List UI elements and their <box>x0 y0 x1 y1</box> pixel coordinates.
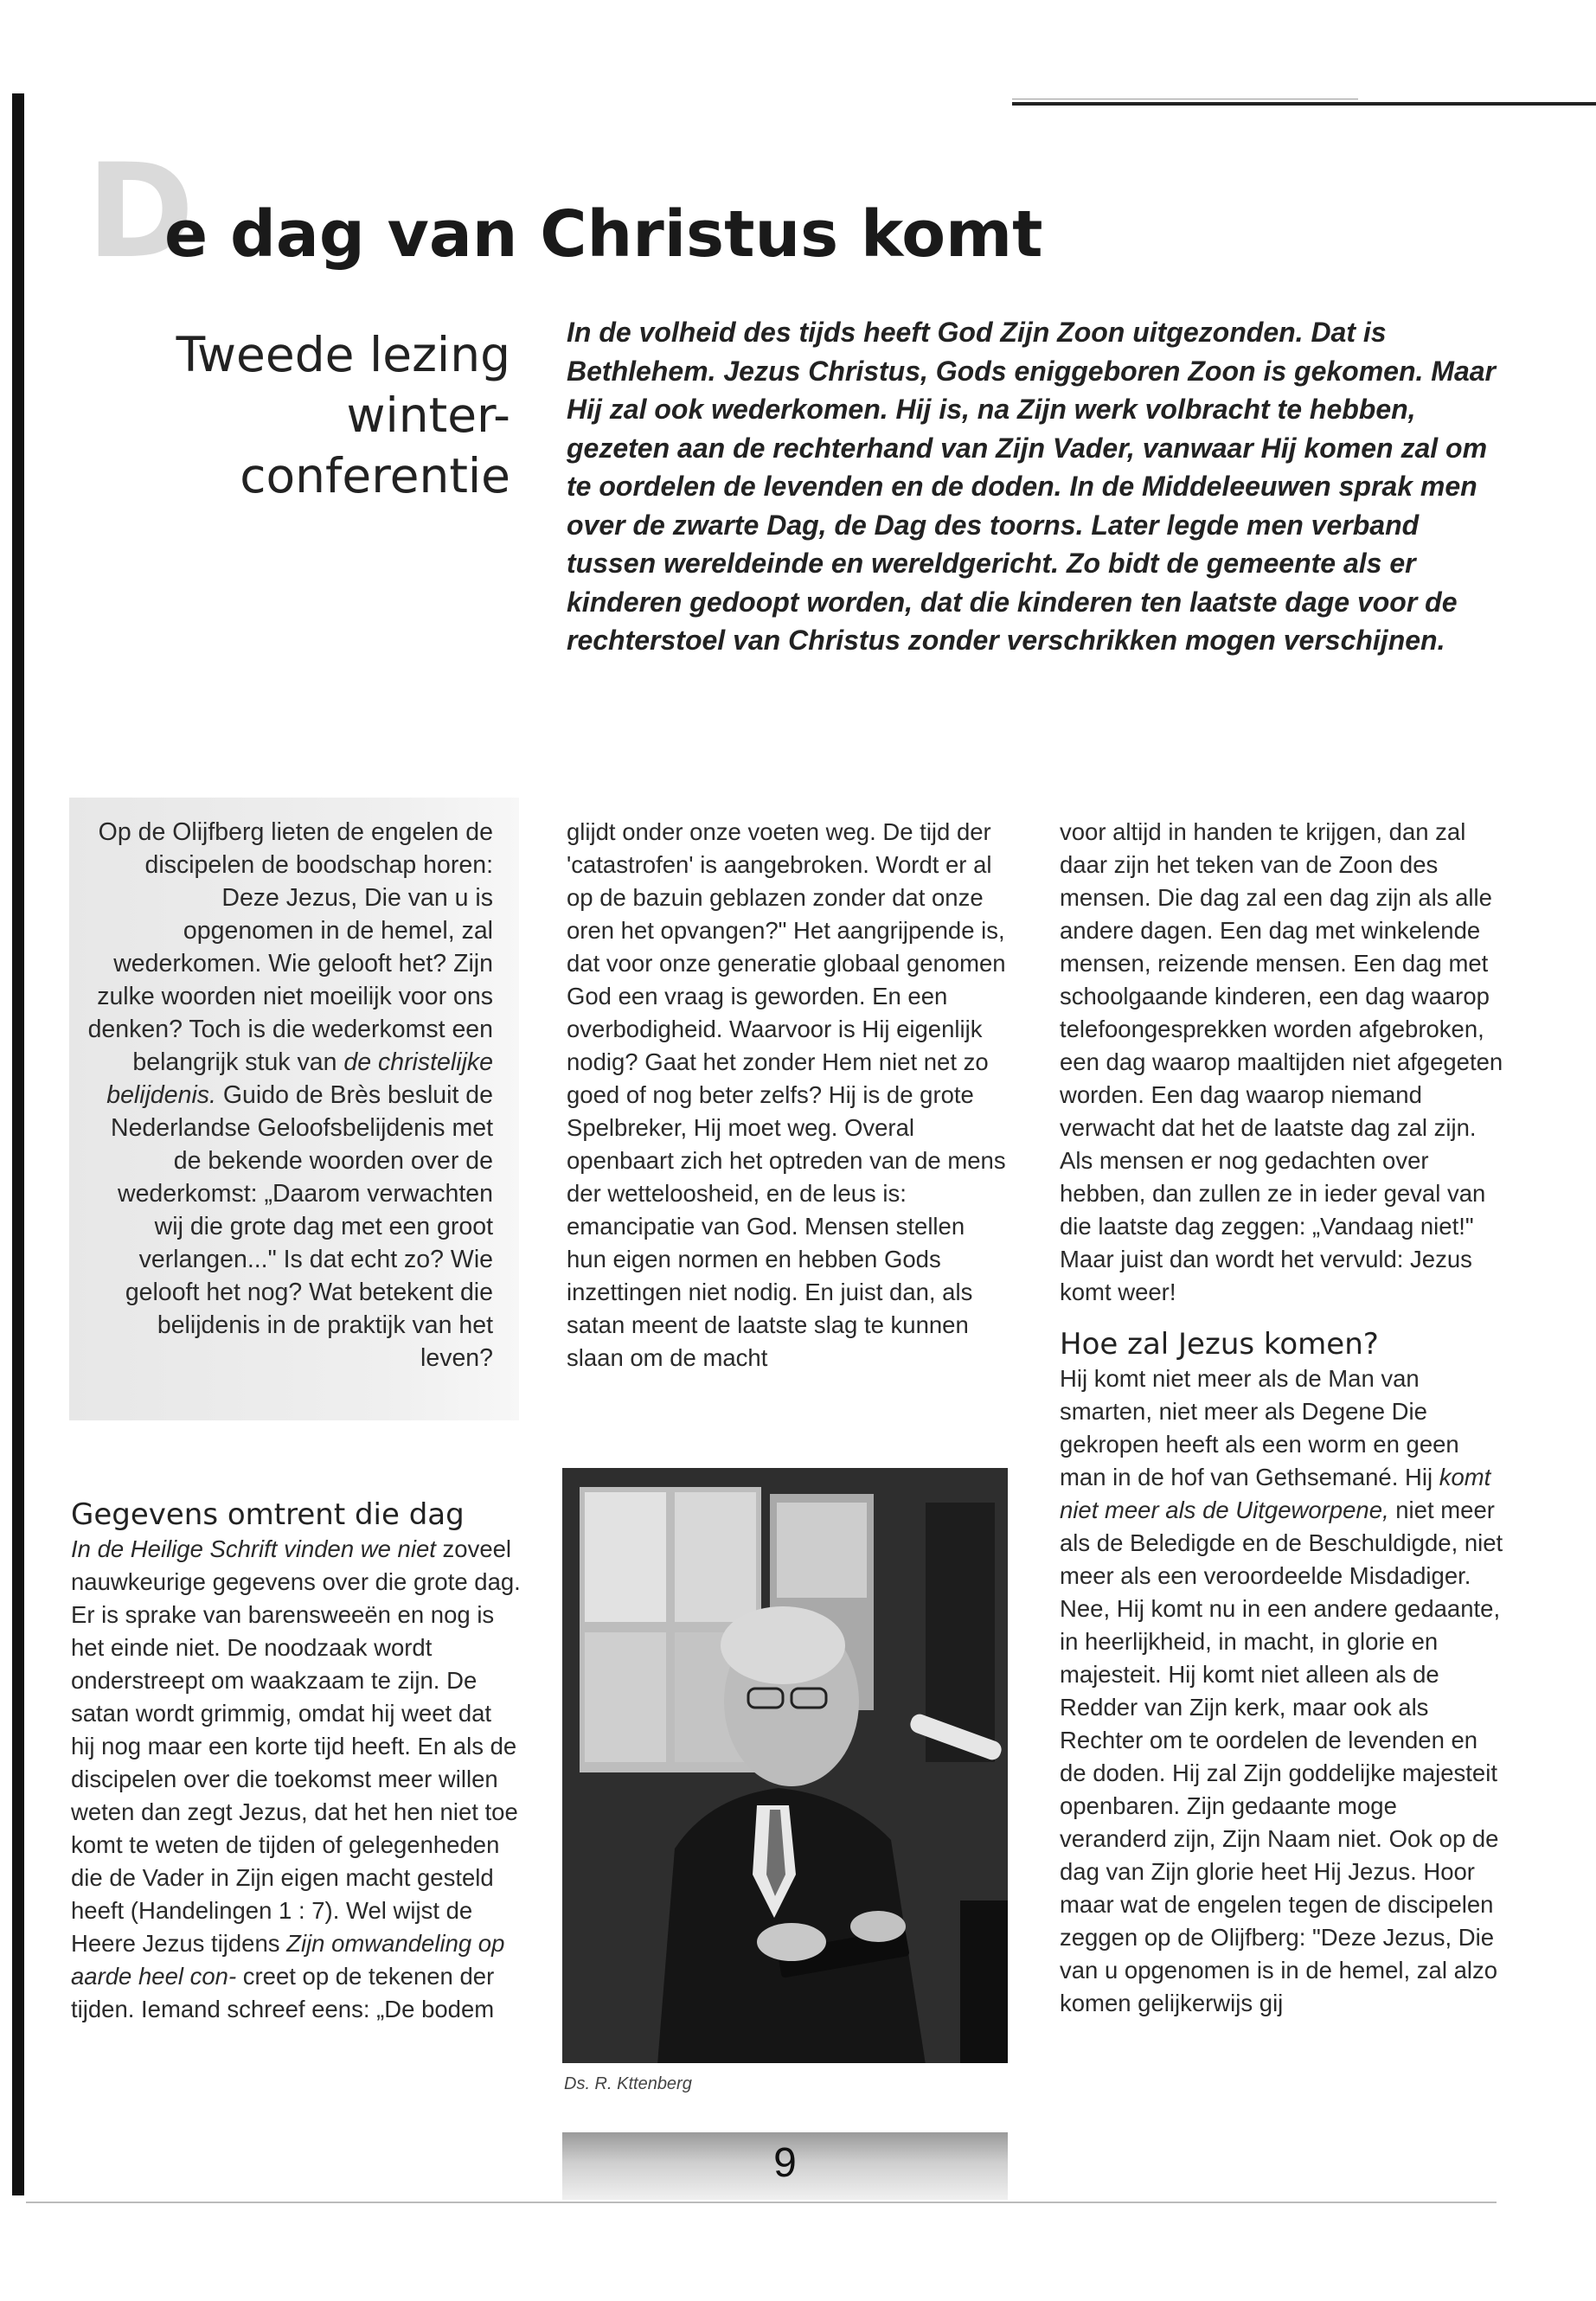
scan-edge-left <box>12 93 24 2195</box>
quote-box-text <box>87 816 493 1375</box>
page-number-bar <box>562 2132 1008 2200</box>
article-subtitle <box>112 324 510 506</box>
section-heading-hoe-zal-jezus-komen: Hoe zal Jezus komen? <box>1060 1327 1379 1362</box>
speaker-photo <box>562 1468 1008 2063</box>
column-3-paragraph-a: voor altijd in handen te krijgen, dan zal daar zijn het teken van de Zoon des mensen. Die dag zal een dag zijn als alle andere dagen. Een dag met winkelende mensen, reizende mensen. Een dag met schoolgaande kinderen, een dag waarop telefoongesprekken worden afgebroken, een dag waarop maaltijden niet afgegeten worden. Een dag waarop niemand verwacht dat het de laatste dag zal zijn. Als mensen er nog gedachten over hebben, dan zullen ze in ieder geval van die laatste dag zeggen: „Vandaag niet!" Maar juist dan wordt het vervuld: Jezus komt weer! <box>1060 818 1503 1305</box>
column-2-body <box>567 816 1008 1375</box>
body-text-2: creet op de tekenen der tijden. Iemand schreef eens: „De bodem <box>71 1963 495 2022</box>
bottom-rule <box>26 2202 1497 2203</box>
section-heading-gegevens: Gegevens omtrent die dag <box>71 1497 465 1532</box>
intro-paragraph: In de volheid des tijds heeft God Zijn Zoon uitgezonden. Dat is Bethlehem. Jezus Christus, Gods eniggeboren Zoon is gekomen. Maar Hij zal ook wederkomen. Hij is, na Zijn werk volbracht te hebben, gezeten aan de rechterhand van Zijn Vader, vanwaar Hij komen zal om te oordelen de levenden en de doden. In de Middeleeuwen sprak men over de zwarte Dag, de Dag des toorns. Later legde men verband tussen wereldeinde en wereldgericht. Zo bidt de gemeente als er kinderen gedoopt worden, dat die kinderen ten laatste dage voor de rechterstoel van Christus zonder verschrikken mogen verschijnen. <box>567 317 1496 656</box>
quote-text-italic: de christelijke belijdenis. <box>106 1048 493 1109</box>
body-italic-1: In de Heilige Schrift vinden we niet <box>71 1535 436 1562</box>
column-1-body <box>71 1497 521 2026</box>
col3-text-d: "Deze Jezus, Die van u opgenomen is in de hemel, zal alzo komen gelijkerwijs gij <box>1060 1924 1498 2016</box>
column-1-paragraph <box>71 1533 521 2026</box>
column-3-paragraph-b <box>1060 1362 1509 2020</box>
article-title: e dag van Christus komt <box>164 197 1043 272</box>
top-rule <box>1012 102 1596 106</box>
column-2-paragraph: glijdt onder onze voeten weg. De tijd der 'catastrofen' is aangebroken. Wordt er al op de bazuin geblazen zonder dat onze oren het opvangen?" Het aangrijpende is, dat voor onze generatie globaal genomen God een vraag is geworden. En een overbodigheid. Waarvoor is Hij eigenlijk nodig? Gaat het zonder Hem niet net zo goed of nog beter zelfs? Hij is de grote Spelbreker, Hij moet weg. Overal openbaart zich het optreden van de mens der wetteloosheid, en de leus is: emancipatie van God. Mensen stellen hun eigen normen en hebben Gods inzettingen niet nodig. En juist dan, als satan meent de laatste slag te kunnen slaan om de macht <box>567 818 1006 1371</box>
quote-text-b: Guido de Brès besluit de Nederlandse Geloofsbelijdenis met de bekende woorden over de wederkomst: „Daarom verwachten wij die grote dag met een groot verlangen..." Is dat echt zo? Wie gelooft het nog? Wat betekent die belijdenis in de praktijk van het leven? <box>110 1081 493 1372</box>
subtitle-line: conferentie <box>240 448 510 503</box>
col3-text-b-italic: komt niet meer als de Uitgeworpene, <box>1060 1464 1491 1523</box>
body-text-1: zoveel nauwkeurige gegevens over die grote dag. Er is sprake van barensweeën en nog is het einde niet. De noodzaak wordt onderstreept om waakzaam te zijn. De satan wordt grimmig, omdat hij weet dat hij nog maar een korte tijd heeft. En als de discipelen over die toekomst meer willen weten dan zegt Jezus, dat het hen niet toe komt te weten de tijden of gelegenheden die de Vader in Zijn eigen macht gesteld heeft (Handelingen 1 : 7). Wel wijst de Heere Jezus tijdens <box>71 1535 521 1957</box>
speaker-photo-illustration <box>562 1468 1008 2063</box>
col3-text-c: niet meer als de Beledigde en de Beschuldigde, niet meer als een veroordeelde Misdadiger. Nee, Hij komt nu in een andere gedaante, in heerlijkheid, in macht, in glorie en majesteit. Hij komt niet alleen als de Redder van Zijn kerk, maar ook als Rechter om te oordelen de levenden en de doden. Hij zal Zijn goddelijke majesteit openbaren. Zijn gedaante moge veranderd zijn, Zijn Naam niet. Ook op de dag van Zijn glorie heet Hij Jezus. Hoor maar wat de engelen tegen de discipelen zeggen op de Olijfberg: <box>1060 1497 1503 1951</box>
subtitle-line: Tweede lezing <box>176 327 510 382</box>
drop-cap: D <box>87 137 195 287</box>
col3-text-b: Hij komt niet meer als de Man van smarten, niet meer als Degene Die gekropen heeft als een worm en geen man in de hof van Gethsemané. Hij <box>1060 1365 1459 1490</box>
quote-text-a: Op de Olijfberg lieten de engelen de discipelen de boodschap horen: Deze Jezus, Die van u is opgenomen in de hemel, zal wederkomen. Wie gelooft het? Zijn zulke woorden niet moeilijk voor ons denken? Toch is die wederkomst een belangrijk stuk van <box>87 818 493 1076</box>
photo-caption: Ds. R. Kttenberg <box>564 2074 692 2093</box>
body-italic-2: Zijn omwandeling op aarde heel con- <box>71 1930 505 1990</box>
page-number: 9 <box>773 2140 797 2186</box>
subtitle-line: winter- <box>346 388 510 443</box>
column-3-body <box>1060 816 1509 2020</box>
